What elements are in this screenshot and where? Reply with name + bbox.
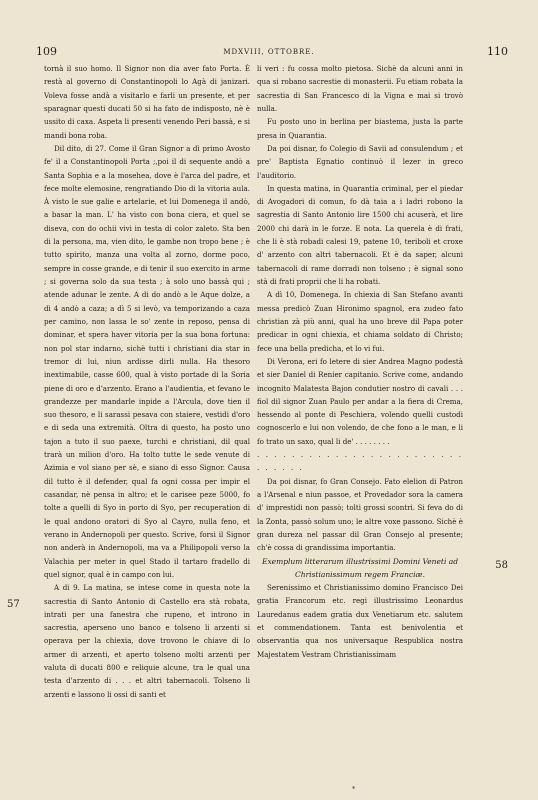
paragraph: Da poi disnar, fo Gran Consejo. Fato elelion di Patron a l'Arsenal e niun passoe, et Provedador sora la camera d' imprestidi non passò; tolti grossi scontri. Si feva do di la Zonta, passò solum uno; le altre voxe passono. Sichè è gran dureza nel passar dil Gran Consejo al presente; ch'è cossa di grandissima importantia. [257,476,463,553]
margin-number-left: 57 [7,599,20,610]
paragraph: In questa matina, in Quarantia criminal, per el piedar di Avogadori di comun, fo dà taia a i ladri robono la sagrestia di Santo Antonio lire 1500 chi acuserà, et lire 2000 chi darà in le forze. E nota. La querela è di frati, che li è stà robadi calesi 19, patene 10, teriboli et croxe d' arzento con altri tabernacoli. Et è da saper, alcuni tabernacoli di rame dorradi non tolseno ; è signal sono stà di frati proprii che li ha robati. [257,183,463,286]
paragraph: Di Verona, eri fo letere di sier Andrea Magno podestà et sier Daniel di Renier capitanio. Scrive come, andando incognito Malatesta Bajon condutier nostro di cavali . . . fiol dil signor Zuan Paulo per andar a la fiera di Crema, hessendo al ponte di Peschiera, volendo quelli custodi cognoscerlo e lui non volendo, de che fono a le man, e li fo trato un saxo, qual li de' . . . . . . . . [257,356,463,446]
left-column [44,62,250,701]
running-title: MDXVIII, OTTOBRE. [223,48,315,56]
letter-title: Exemplum litterarum illustrissimi Domini Veneti ad Christianissimum regem Franciæ. [261,556,459,579]
paragraph: tornà il suo homo. Il Signor non dia aver fato Porta. È restà al governo di Constantinopoli lo Agà di janizari. Voleva fosse andà a visitarlo e farli un presente, et per sparagnar questi ducati 50 si ha fato de indisposto, nè è ussito di caxa. Aspeta li presenti venendo Peri bassà, e si mandi bona roba. [44,64,250,140]
right-column [257,62,463,661]
paragraph: A di 9. La matina, se intese come in questa note la sacrestia di Santo Antonio di Castello era stà robata, intrati per una fanestra che rupeno, et introno in sacrestia, aperseno uno banco e tolseno li arzenti si operava per la chiexia, dove trovono le chiave di lo armer di arzenti, et aperto tolseno molti arzenti per valuta di ducati 800 e reliquie alcune, tra le qual una testa d'arzento di . . . et altri tabernacoli. Tolseno li arzenti e lassono li ossi di santi et [44,583,250,699]
ellipsis-line: . . . . . . . . . . . . . . . . . . . . . . . . . . . . . . [257,450,463,473]
paragraph: A dì 10, Domenega. In chiexia di San Stefano avanti messa predicò Zuan Hironimo spagnol, era zudeo fato christian zà più anni, qual ha uno breve dil Papa poter predicar in ogni chiexia, et chiama soldato di Christo; fece una bella predicha, et lo vi fui. [257,290,463,353]
paragraph: li veri : fu cossa molto pietosa. Sichè da alcuni anni in qua si robano sacrestie di monasterii. Fu etiam robata la sacrestia di San Francesco di la Vigna e mai si trovò nulla. [257,64,463,113]
right-page-number: 110 [487,45,508,58]
footer-mark: * [352,786,355,793]
paragraph: Serenissimo et Christianissimo domino Francisco Dei gratia Francorum etc. regi illustrissimo Leonardus Lauredanus eadem gratia dux Venetiarum etc. salutem et commendationem. Tanta est benivolentia et observantia qua nos universaque Respublica nostra Majestatem Vestram Christianissimam [257,583,463,659]
left-page-number: 109 [36,45,57,58]
paragraph: Da poi disnar, fo Colegio di Savii ad consulendum ; et pre' Baptista Egnatio continuò il lezer in greco l'auditorio. [257,143,463,180]
paragraph: Fu posto uno in berlina per biastema, justa la parte presa in Quarantia. [257,117,463,140]
margin-number-right: 58 [495,560,508,571]
paragraph: Dil dito, di 27. Come il Gran Signor a dì primo Avosto fe' il a Constantinopoli Porta ;,poi il di sequente andò a Santa Sophia e a la mosehea, dove è l'arca del padre, et fece molte elemosine, rengratiando Dio di la vitoria aula. À visto le sue galie e artelarie, et lui Domenega il andò, a basar la man. L' ha visto con bona ciera, et quel se diseva, con do ochii vivi in testa di color zaleto. Sta ben di la persona, ma, vien dito, le gambe non tropo bene ; è tutto spirito, manza una volta al zorno, dorme poco, sempre in cosse grande, e di tenir il suo exercito in arme ; si governa solo da sua testa ; à solo uno bassà qui ; atende adunar le zente. A di do andò a le Aque dolze, a dì 4 andò a caza; a dì 5 si levò, va temporizando a caza per camino, non lassa le so' zente in reposo, pensa di dominar, et spera haver vitoria per la sua bona fortuna: non pol star indarno, sichè tutti i christiani dia star in tremor di lui, niun ardisse dirli nulla. Ha thesoro inextimabile, casse 600, qual à visto portade di la Soria piene di oro e d'arzento. Erano a l'audientia, et fevano le grandezze per mandarle inpide a l'Arcula, dove tien il suo thesoro, e li sarassi pesava con staiere, vestidi d'oro e di seda una extremità. Oltra di questo, ha posto uno tajon a tuto il suo paexe, turchi e christiani, dil qual trarà un milion d'oro. Ha tolto tutte le sede venute di Azimia e vol siano per sè, e siano di esso Signor. Causa dil tutto è il defender, qual fa ogni cossa per impir el casandar, nè pensa in altro; et le carisee peze 5000, fo tolte a quelli di Syo in porto di Syo, per recuperation di le qual andono oratori di Syo al Cayro, nulla feno, et verano in Andernopoli per questo. Scrive, forsi il Signor non anderà in Andernopoli, ma va a Philipopoli verso la Valachia per meter in quel Stado il tartaro fradello di quel signor, qual è in campo con lui. [44,143,250,579]
